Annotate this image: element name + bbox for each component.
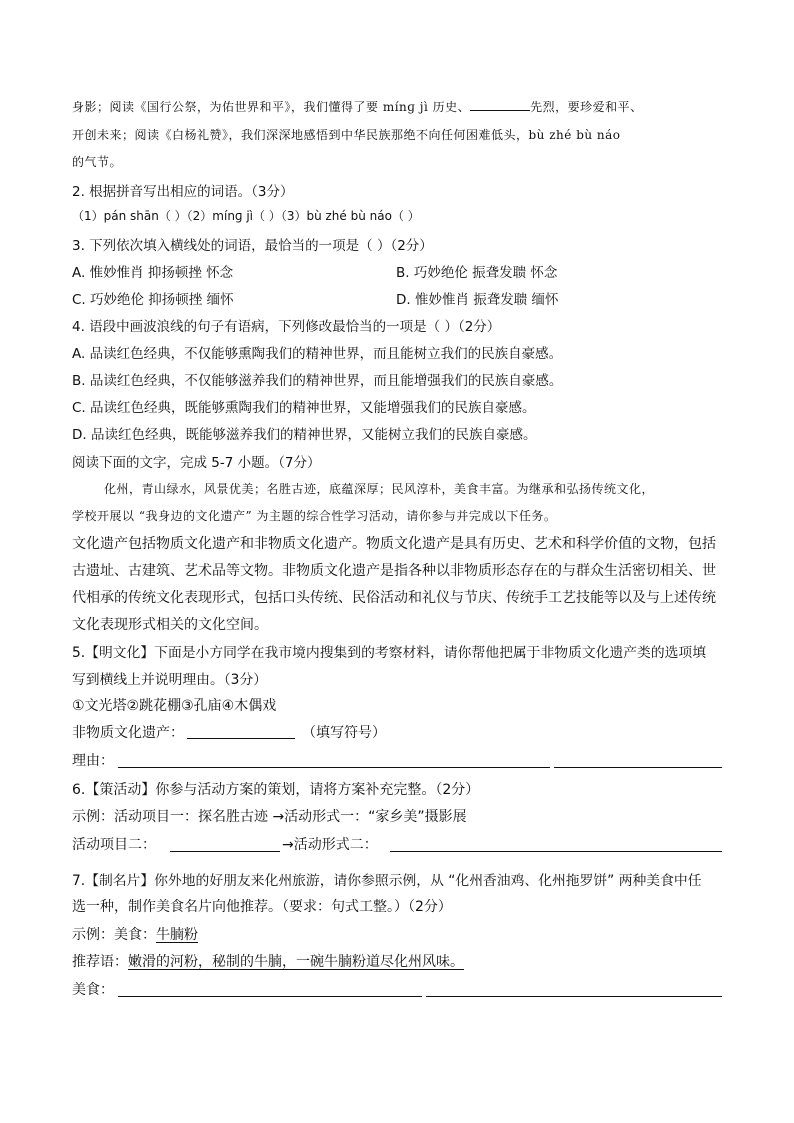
intro-line-1 <box>72 98 643 115</box>
q4-option-b[interactable]: B. 品读红色经典，不仅能够滋养我们的精神世界，而且能增强我们的民族自豪感。 <box>72 373 563 389</box>
q5-reason-blank-1[interactable] <box>118 767 550 768</box>
q3-option-a[interactable]: A. 惟妙惟肖 抑扬顿挫 怀念 <box>72 265 234 281</box>
q7-food-blank-2[interactable] <box>426 996 722 997</box>
q5-reason-blank-2[interactable] <box>554 767 722 768</box>
q6-arrow-label: →活动形式二： <box>282 837 378 853</box>
q6-item-label: 活动项目二： <box>72 837 156 853</box>
q5-options: ①文光塔②跳花棚③孔庙④木偶戏 <box>72 698 277 714</box>
intro-line-2: 开创未来；阅读《白杨礼赞》，我们深深地感悟到中华民族那绝不向任何困难低头，bù zhé bù náo <box>72 128 621 142</box>
q4-option-c[interactable]: C. 品读红色经典，既能够熏陶我们的精神世界，又能增强我们的民族自豪感。 <box>72 400 536 416</box>
passage-2-line-4: 文化表现形式相关的文化空间。 <box>72 617 268 633</box>
passage-2-line-2: 古遗址、古建筑、艺术品等文物。非物质文化遗产是指各种以非物质形态存在的与群众生活密切相关、世 <box>72 563 716 579</box>
q7-stem-line-2: 选一种，制作美食名片向他推荐。（要求：句式工整。）（2分） <box>72 899 452 915</box>
q7-food-label: 美食： <box>72 982 114 998</box>
passage-2-line-3: 代相承的传统文化表现形式，包括口头传统、民俗活动和礼仪与节庆、传统手工艺技能等以及与上述传统 <box>72 590 716 606</box>
q2-stem: 2. 根据拼音写出相应的词语。（3分） <box>72 184 294 200</box>
q5-stem-line-1: 5.【明文化】下面是小方同学在我市境内搜集到的考察材料，请你帮他把属于非物质文化遗产类的选项填 <box>72 645 707 661</box>
q5-stem-line-2: 写到横线上并说明理由。（3分） <box>72 672 268 688</box>
q7-example-line <box>72 924 198 944</box>
q7-recommend-label: 推荐语： <box>72 954 128 970</box>
q5-reason-label: 理由： <box>72 753 114 769</box>
passage-1-line-1: 化州，青山绿水，风景优美；名胜古迹，底蕴深厚；民风淳朴，美食丰富。为继承和弘扬传统文化， <box>104 482 655 496</box>
intro-line-1-a: 身影；阅读《国行公祭，为佑世界和平》，我们懂得了要 mínɡ jì 历史、 <box>72 100 471 114</box>
q6-example: 示例：活动项目一：探名胜古迹 →活动形式一：“家乡美”摄影展 <box>72 809 467 825</box>
reading-stem: 阅读下面的文字，完成 5-7 小题。（7分） <box>72 455 321 471</box>
q7-stem-line-1: 7.【制名片】你外地的好朋友来化州旅游，请你参照示例，从 “化州香油鸡、化州拖罗饼” 两种美食中任 <box>72 873 702 889</box>
q7-example-label: 示例：美食： <box>72 927 156 943</box>
q7-recommend-text: 嫩滑的河粉，秘制的牛腩，一碗牛腩粉道尽化州风味。 <box>128 954 464 970</box>
passage-1-line-2: 学校开展以 “我身边的文化遗产” 为主题的综合性学习活动，请你参与并完成以下任务。 <box>72 509 557 523</box>
q3-option-b[interactable]: B. 巧妙绝伦 振聋发聩 怀念 <box>396 265 558 281</box>
q3-stem: 3. 下列依次填入横线处的词语，最恰当的一项是（ ）（2分） <box>72 238 433 254</box>
q4-option-d[interactable]: D. 品读红色经典，既能够滋养我们的精神世界，又能树立我们的民族自豪感。 <box>72 427 537 443</box>
q2-items: （1）pán shān（ ）（2）mínɡ jì（ ）（3）bù zhé bù náo（ ） <box>72 209 420 223</box>
q4-option-a[interactable]: A. 品读红色经典，不仅能够熏陶我们的精神世界，而且能树立我们的民族自豪感。 <box>72 346 563 362</box>
intro-line-1-b: 先烈，要珍爱和平、 <box>530 100 643 114</box>
q3-option-c[interactable]: C. 巧妙绝伦 抑扬顿挫 缅怀 <box>72 292 234 308</box>
q6-item-blank[interactable] <box>170 851 280 852</box>
q5-answer-hint: （填写符号） <box>302 725 386 741</box>
q6-form-blank[interactable] <box>390 851 722 852</box>
q7-recommend-line <box>72 951 464 971</box>
intro-line-3: 的气节。 <box>72 155 123 169</box>
q4-stem: 4. 语段中画波浪线的句子有语病，下列修改最恰当的一项是（ ）（2分） <box>72 319 501 335</box>
blank-line[interactable] <box>470 98 530 111</box>
q6-stem: 6.【策活动】你参与活动方案的策划，请将方案补充完整。（2分） <box>72 782 480 798</box>
q7-example-food: 牛腩粉 <box>156 927 198 943</box>
passage-2-line-1: 文化遗产包括物质文化遗产和非物质文化遗产。物质文化遗产是具有历史、艺术和科学价值的文物，包括 <box>72 536 716 552</box>
q5-answer-label: 非物质文化遗产： <box>72 725 184 741</box>
q5-answer-blank[interactable] <box>187 738 295 739</box>
q3-option-d[interactable]: D. 惟妙惟肖 振聋发聩 缅怀 <box>396 292 559 308</box>
q7-food-blank-1[interactable] <box>118 996 422 997</box>
